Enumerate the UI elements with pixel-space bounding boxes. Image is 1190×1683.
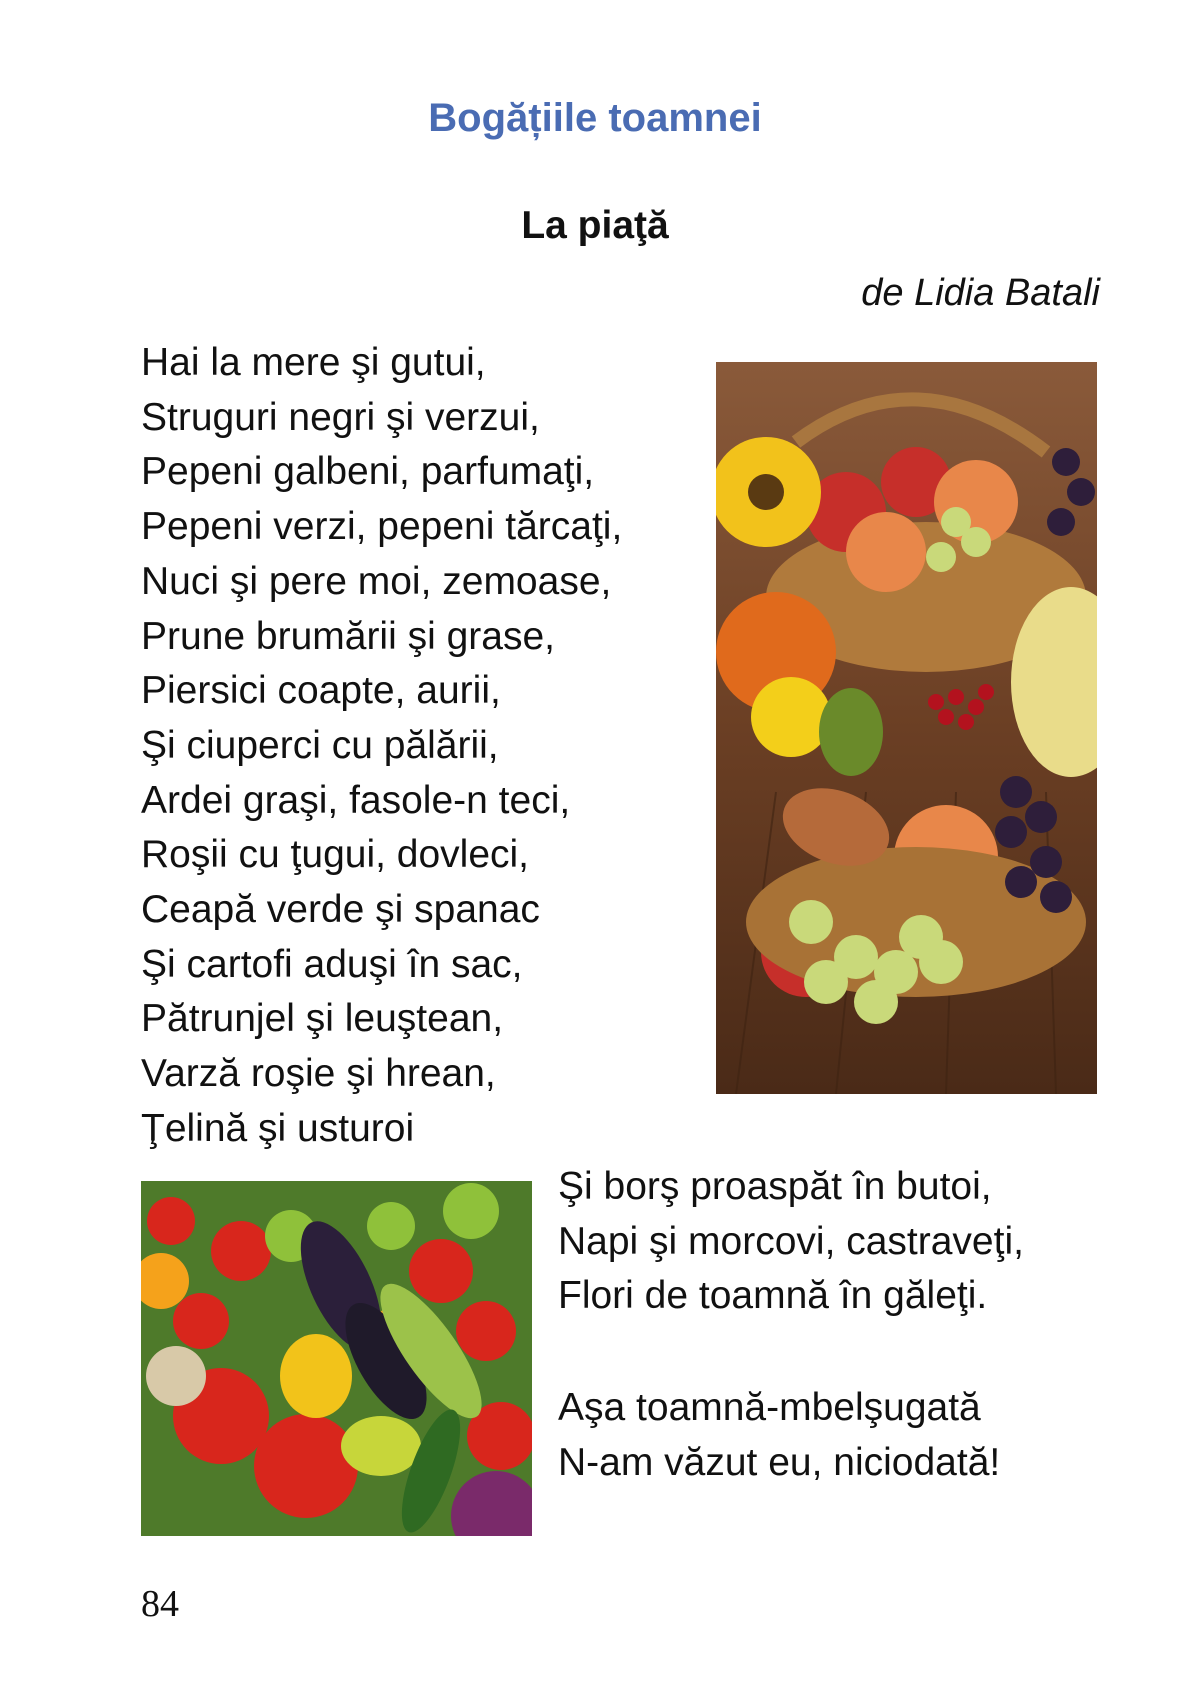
- page-number: 84: [141, 1583, 179, 1625]
- verse-line: Aşa toamnă-mbelşugată: [558, 1386, 981, 1429]
- verse-line: Şi cartofi aduşi în sac,: [141, 942, 523, 986]
- verse-line: Struguri negri şi verzui,: [141, 395, 540, 439]
- verse-line: Ceapă verde şi spanac: [141, 888, 540, 932]
- verse-line: Piersici coapte, aurii,: [141, 669, 501, 713]
- stanza-2: [558, 1160, 1024, 1324]
- verse-line: Ardei graşi, fasole-n teci,: [141, 778, 571, 822]
- fruit-basket-photo: [716, 362, 1097, 1094]
- verse-line: Pepeni verzi, pepeni tărcaţi,: [141, 505, 623, 549]
- verse-line: Hai la mere şi gutui,: [141, 341, 486, 384]
- poem-title: La piaţă: [521, 204, 669, 247]
- vegetables-photo: [141, 1181, 532, 1536]
- verse-line: Varză roşie şi hrean,: [141, 1052, 496, 1096]
- verse-line: Şi borş proaspăt în butoi,: [558, 1165, 992, 1208]
- verse-line: Ţelină şi usturoi: [141, 1106, 415, 1150]
- poem-author: de Lidia Batali: [861, 272, 1100, 314]
- verse-line: Pepeni galbeni, parfumaţi,: [141, 450, 595, 494]
- verse-line: Nuci şi pere moi, zemoase,: [141, 559, 612, 603]
- stanza-3: [558, 1381, 1000, 1490]
- section-title: Bogățiile toamnei: [428, 96, 762, 140]
- verse-line: Roşii cu ţugui, dovleci,: [141, 833, 530, 877]
- stanza-1: [141, 336, 622, 1157]
- verse-line: Şi ciuperci cu pălării,: [141, 723, 499, 767]
- verse-line: Flori de toamnă în găleţi.: [558, 1274, 988, 1318]
- verse-line: Prune brumării şi grase,: [141, 614, 555, 658]
- verse-line: Napi şi morcovi, castraveţi,: [558, 1219, 1024, 1263]
- verse-line: N-am văzut eu, niciodată!: [558, 1440, 1001, 1484]
- verse-line: Pătrunjel şi leuştean,: [141, 997, 504, 1041]
